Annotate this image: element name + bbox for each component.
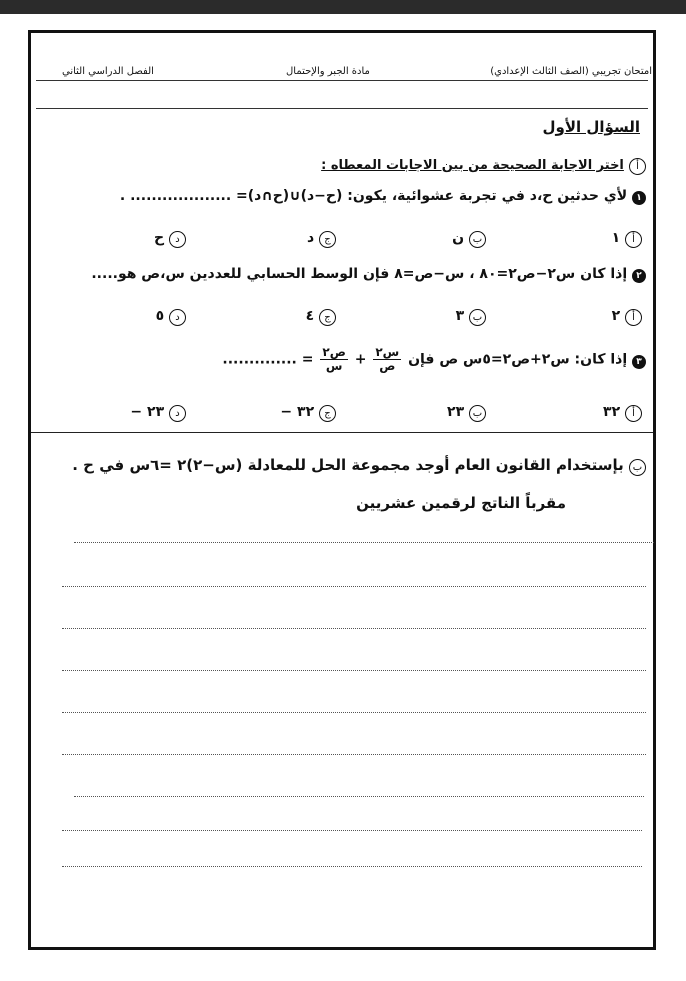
item-3-option-d[interactable]: د ٢٣ −	[130, 404, 186, 422]
item-1-option-d[interactable]: د ح	[154, 230, 186, 248]
item-3-plus: +	[354, 351, 367, 368]
part-b-line-2: مقرباً الناتج لرقمين عشريين	[356, 494, 566, 512]
item-3-option-b[interactable]: ب ٢٣	[447, 404, 486, 422]
item-3-fraction-1: $\frac{\text{س٢}}{\text{ص}}$	[375, 345, 400, 373]
part-b-marker: ب	[629, 459, 646, 476]
answer-line-3[interactable]	[62, 628, 646, 629]
part-b-text-1: بإستخدام القانون العام أوجد مجموعة الحل للمعادلة (س−٢)٢ =٦س في ح .	[72, 456, 624, 474]
item-2-option-b[interactable]: ب ٣	[456, 308, 486, 326]
part-b-line-1	[72, 456, 646, 476]
answer-line-6[interactable]	[62, 754, 646, 755]
header-rule-2	[36, 108, 648, 109]
item-2-option-c[interactable]: ج ٤	[306, 308, 336, 326]
item-1	[120, 188, 646, 205]
item-3	[222, 346, 646, 373]
part-a-marker: أ	[629, 158, 646, 175]
item-3-text-prefix: إذا كان: س٢+ص٢=٥س ص فإن	[408, 351, 628, 368]
answer-line-7[interactable]	[74, 796, 644, 797]
item-1-option-a[interactable]: أ ١	[612, 230, 642, 248]
answer-line-9[interactable]	[62, 866, 642, 867]
item-3-option-c[interactable]: ج ٣٢ −	[280, 404, 336, 422]
answer-line-5[interactable]	[62, 712, 646, 713]
answer-line-2[interactable]	[62, 586, 646, 587]
item-1-number: ١	[632, 191, 646, 205]
part-a-instruction: اختر الاجابة الصحيحة من بين الاجابات المعطاه :	[321, 158, 624, 173]
item-2	[91, 266, 646, 283]
item-3-text-suffix: = ..............	[222, 351, 314, 368]
item-3-number: ٣	[632, 355, 646, 369]
part-a-instruction-row	[321, 154, 646, 175]
item-3-fraction-2: $\frac{\text{ص٢}}{\text{س}}$	[322, 345, 346, 373]
section-divider	[31, 432, 653, 433]
answer-line-8[interactable]	[62, 830, 642, 831]
item-2-text: إذا كان س٢−ص٢=٨٠ ، س−ص=٨ فإن الوسط الحسابي للعددين س،ص هو.....	[91, 266, 628, 282]
exam-title: امتحان تجريبي (الصف الثالث الإعدادي)	[490, 66, 652, 77]
term-title: الفصل الدراسي الثاني	[62, 66, 154, 77]
item-1-text: لأي حدثين ح،د في تجربة عشوائية، يكون: (ح−د)∪(ح∩د)= ................... .	[119, 188, 628, 204]
answer-line-4[interactable]	[62, 670, 646, 671]
item-3-option-a[interactable]: أ ٣٢	[603, 404, 642, 422]
question-title: السؤال الأول	[542, 118, 640, 136]
item-2-option-d[interactable]: د ٥	[156, 308, 186, 326]
answer-line-1[interactable]	[74, 542, 654, 543]
item-1-option-b[interactable]: ب ن	[452, 230, 486, 248]
item-1-option-c[interactable]: ج د	[307, 230, 336, 248]
top-bar	[0, 0, 686, 14]
header-rule	[36, 80, 648, 81]
subject-title: مادة الجبر والإحتمال	[286, 66, 370, 77]
item-2-option-a[interactable]: أ ٢	[612, 308, 642, 326]
item-2-number: ٢	[632, 269, 646, 283]
